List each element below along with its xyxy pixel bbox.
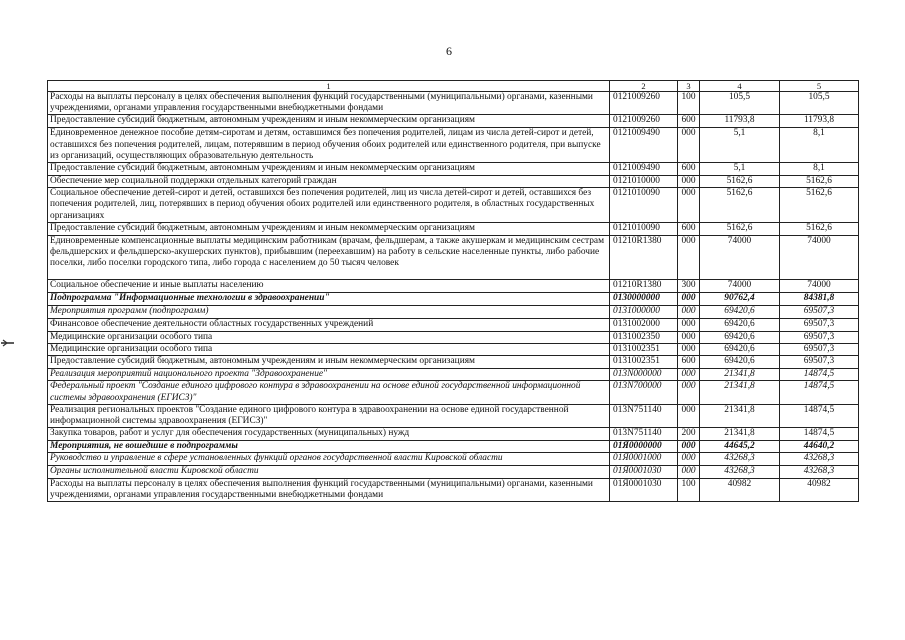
row-value-cell: 43268,3: [700, 453, 780, 466]
row-type-cell: 000: [678, 188, 700, 223]
row-code-cell: 0121009260: [610, 92, 678, 115]
row-value-cell: 11793,8: [780, 115, 859, 128]
row-value-cell: 5,1: [700, 128, 780, 163]
row-name-cell: Реализация региональных проектов "Создание единого цифрового контура в здравоохранении на основе единой государственной информационной системы здравоохранения (ЕГИСЗ)": [48, 404, 610, 427]
row-value-cell: 8,1: [780, 163, 859, 176]
row-type-cell: 100: [678, 478, 700, 501]
row-code-cell: 0131000000: [610, 305, 678, 318]
row-name-cell: Медицинские организации особого типа: [48, 344, 610, 356]
row-value-cell: 43268,3: [780, 453, 859, 466]
row-value-cell: 44645,2: [700, 441, 780, 453]
row-name-cell: Мероприятия, не вошедшие в подпрограммы: [48, 441, 610, 453]
table-row: [48, 176, 859, 188]
header-cell: 1: [48, 81, 610, 92]
row-value-cell: 40982: [700, 478, 780, 501]
row-type-cell: 000: [678, 292, 700, 305]
table-row: [48, 331, 859, 343]
row-type-cell: 000: [678, 441, 700, 453]
row-type-cell: 000: [678, 318, 700, 331]
row-code-cell: 01Я0001000: [610, 453, 678, 466]
row-type-cell: 000: [678, 453, 700, 466]
row-value-cell: 43268,3: [780, 466, 859, 478]
row-value-cell: 14874,5: [780, 369, 859, 381]
row-type-cell: 000: [678, 305, 700, 318]
row-type-cell: 600: [678, 356, 700, 369]
row-code-cell: 013N000000: [610, 369, 678, 381]
row-value-cell: 69507,3: [780, 305, 859, 318]
row-name-cell: Социальное обеспечение детей-сирот и детей, оставшихся без попечения родителей, лиц из числа детей-сирот и детей, оставшихся без попечения родителей, лиц, потерявших в период обучения обоих родителей или единственного родителя, в областных государственных организациях: [48, 188, 610, 223]
row-type-cell: 000: [678, 235, 700, 279]
row-code-cell: 01210R1380: [610, 279, 678, 292]
table-row: [48, 404, 859, 427]
row-type-cell: 600: [678, 115, 700, 128]
row-code-cell: 0131002351: [610, 356, 678, 369]
row-type-cell: 000: [678, 344, 700, 356]
row-name-cell: Единовременное денежное пособие детям-сиротам и детям, оставшимся без попечения родителей, лицам из числа детей-сирот и детей, оставшихся без попечения родителей, лицам, потерявшим в период обучения обоих родителей или единственного родителя, при выпуске из организаций, осуществляющих образовательную деятельность: [48, 128, 610, 163]
row-value-cell: 11793,8: [700, 115, 780, 128]
row-type-cell: 600: [678, 222, 700, 235]
row-name-cell: Федеральный проект "Создание единого цифрового контура в здравоохранении на основе единой государственной информационной системы здравоохранения (ЕГИСЗ)": [48, 381, 610, 404]
row-value-cell: 69420,6: [700, 356, 780, 369]
row-name-cell: Закупка товаров, работ и услуг для обеспечения государственных (муниципальных) нужд: [48, 428, 610, 441]
table-row: [48, 441, 859, 453]
table-row: [48, 188, 859, 223]
row-value-cell: 69420,6: [700, 305, 780, 318]
row-value-cell: 43268,3: [700, 466, 780, 478]
row-value-cell: 5162,6: [700, 222, 780, 235]
table-row: [48, 305, 859, 318]
table-row: [48, 356, 859, 369]
row-code-cell: 013N751140: [610, 404, 678, 427]
row-code-cell: 013N700000: [610, 381, 678, 404]
table-row: [48, 279, 859, 292]
row-value-cell: 69420,6: [700, 318, 780, 331]
table-row: [48, 222, 859, 235]
row-type-cell: 100: [678, 92, 700, 115]
row-type-cell: 000: [678, 176, 700, 188]
row-name-cell: Единовременные компенсационные выплаты медицинским работникам (врачам, фельдшерам, а также акушеркам и медицинским сестрам фельдшерских и фельдшерско-акушерских пунктов), прибывшим (переехавшим) на работу в сельские населенные пункты, либо рабочие поселки, либо поселки городского типа, либо города с населением до 50 тысяч человек: [48, 235, 610, 279]
row-code-cell: 01Я0001030: [610, 478, 678, 501]
row-value-cell: 14874,5: [780, 381, 859, 404]
table-row: [48, 235, 859, 279]
row-name-cell: Медицинские организации особого типа: [48, 331, 610, 343]
row-name-cell: Мероприятия программ (подпрограмм): [48, 305, 610, 318]
row-value-cell: 74000: [780, 279, 859, 292]
table-row: [48, 344, 859, 356]
table-row: [48, 478, 859, 501]
header-cell: 3: [678, 81, 700, 92]
row-name-cell: Обеспечение мер социальной поддержки отдельных категорий граждан: [48, 176, 610, 188]
row-code-cell: 0131002351: [610, 344, 678, 356]
row-type-cell: 300: [678, 279, 700, 292]
row-code-cell: 0121009260: [610, 115, 678, 128]
row-name-cell: Расходы на выплаты персоналу в целях обеспечения выполнения функций государственными (муниципальными) органами, казенными учреждениями, органами управления государственными внебюджетными фондами: [48, 92, 610, 115]
row-value-cell: 69420,6: [700, 331, 780, 343]
table-row: [48, 428, 859, 441]
row-value-cell: 14874,5: [780, 428, 859, 441]
row-value-cell: 21341,8: [700, 428, 780, 441]
row-type-cell: 600: [678, 163, 700, 176]
row-value-cell: 84381,8: [780, 292, 859, 305]
row-value-cell: 105,5: [780, 92, 859, 115]
table-row: [48, 466, 859, 478]
row-value-cell: 90762,4: [700, 292, 780, 305]
row-name-cell: Органы исполнительной власти Кировской области: [48, 466, 610, 478]
margin-mark-icon: [0, 337, 16, 349]
row-code-cell: 0121010000: [610, 176, 678, 188]
row-value-cell: 21341,8: [700, 381, 780, 404]
header-cell: 4: [700, 81, 780, 92]
row-value-cell: 105,5: [700, 92, 780, 115]
row-value-cell: 74000: [700, 235, 780, 279]
table-row: [48, 163, 859, 176]
row-code-cell: 0121010090: [610, 222, 678, 235]
row-value-cell: 69420,6: [700, 344, 780, 356]
header-cell: 2: [610, 81, 678, 92]
row-code-cell: 01Я0000000: [610, 441, 678, 453]
page-number: 6: [446, 44, 452, 58]
header-cell: 5: [780, 81, 859, 92]
table-row: [48, 318, 859, 331]
row-name-cell: Расходы на выплаты персоналу в целях обеспечения выполнения функций государственными (муниципальными) органами, казенными учреждениями, органами управления государственными внебюджетными фондами: [48, 478, 610, 501]
row-value-cell: 5162,6: [780, 176, 859, 188]
row-type-cell: 000: [678, 128, 700, 163]
row-name-cell: Предоставление субсидий бюджетным, автономным учреждениям и иным некоммерческим организациям: [48, 115, 610, 128]
row-code-cell: 01210R1380: [610, 235, 678, 279]
row-code-cell: 013N751140: [610, 428, 678, 441]
row-value-cell: 21341,8: [700, 404, 780, 427]
row-code-cell: 0121010090: [610, 188, 678, 223]
row-type-cell: 000: [678, 369, 700, 381]
row-value-cell: 5162,6: [780, 188, 859, 223]
row-value-cell: 21341,8: [700, 369, 780, 381]
row-value-cell: 69507,3: [780, 318, 859, 331]
row-code-cell: 0131002350: [610, 331, 678, 343]
table-row: [48, 128, 859, 163]
row-code-cell: 0121009490: [610, 163, 678, 176]
row-name-cell: Финансовое обеспечение деятельности областных государственных учреждений: [48, 318, 610, 331]
row-value-cell: 74000: [780, 235, 859, 279]
table-row: [48, 453, 859, 466]
row-type-cell: 000: [678, 331, 700, 343]
row-code-cell: 0131002000: [610, 318, 678, 331]
row-type-cell: 000: [678, 381, 700, 404]
table-row: [48, 115, 859, 128]
row-value-cell: 5162,6: [780, 222, 859, 235]
row-name-cell: Предоставление субсидий бюджетным, автономным учреждениям и иным некоммерческим организациям: [48, 356, 610, 369]
budget-table: [47, 80, 859, 502]
row-value-cell: 5162,6: [700, 176, 780, 188]
row-value-cell: 69507,3: [780, 331, 859, 343]
row-value-cell: 69507,3: [780, 356, 859, 369]
table-row: [48, 292, 859, 305]
row-name-cell: Подпрограмма "Информационные технологии в здравоохранении": [48, 292, 610, 305]
row-type-cell: 000: [678, 466, 700, 478]
row-value-cell: 14874,5: [780, 404, 859, 427]
row-type-cell: 200: [678, 428, 700, 441]
table-row: [48, 381, 859, 404]
row-value-cell: 5162,6: [700, 188, 780, 223]
row-code-cell: 01Я0001030: [610, 466, 678, 478]
row-value-cell: 74000: [700, 279, 780, 292]
row-name-cell: Реализация мероприятий национального проекта "Здравоохранение": [48, 369, 610, 381]
row-type-cell: 000: [678, 404, 700, 427]
row-value-cell: 44640,2: [780, 441, 859, 453]
table-row: [48, 369, 859, 381]
table-header-row: [48, 81, 859, 92]
row-value-cell: 5,1: [700, 163, 780, 176]
row-value-cell: 8,1: [780, 128, 859, 163]
row-value-cell: 40982: [780, 478, 859, 501]
row-code-cell: 0130000000: [610, 292, 678, 305]
row-name-cell: Предоставление субсидий бюджетным, автономным учреждениям и иным некоммерческим организациям: [48, 222, 610, 235]
row-value-cell: 69507,3: [780, 344, 859, 356]
row-name-cell: Социальное обеспечение и иные выплаты населению: [48, 279, 610, 292]
row-name-cell: Руководство и управление в сфере установленных функций органов государственной власти Кировской области: [48, 453, 610, 466]
row-code-cell: 0121009490: [610, 128, 678, 163]
table-row: [48, 92, 859, 115]
row-name-cell: Предоставление субсидий бюджетным, автономным учреждениям и иным некоммерческим организациям: [48, 163, 610, 176]
